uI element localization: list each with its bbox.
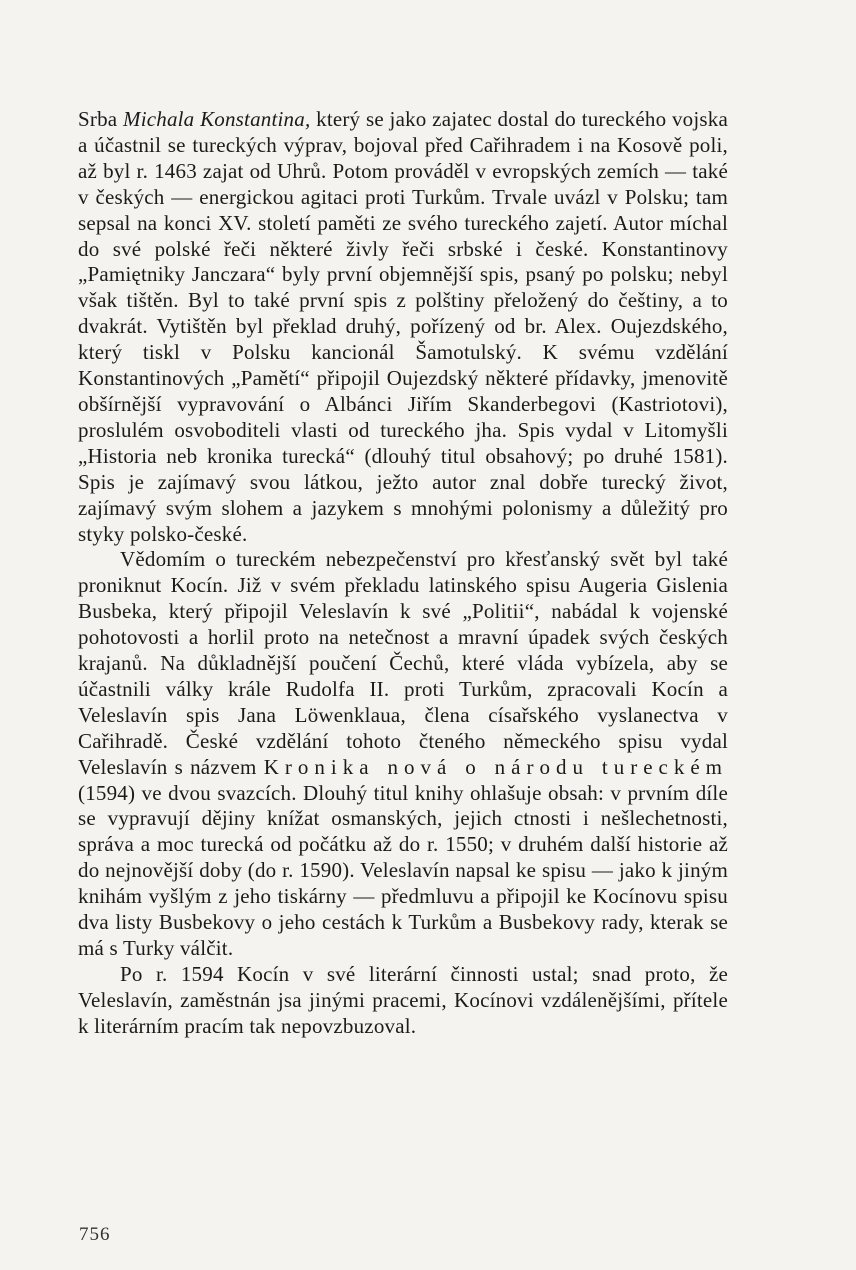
italic-name: Michala Konstantina, (123, 107, 311, 131)
spaced-title: Kronika nová o národu tureckém (263, 754, 728, 779)
paragraph-2-rest: (1594) ve dvou svazcích. Dlouhý titul knihy ohlašuje obsah: v prvním díle se vypravují dějiny knížat osmanských, jejich ctnosti i nešlechetnosti, správa a moc turecká od počátku až do r. 1550; v druhém další historie až do nejnovější doby (do r. 1590). Veleslavín napsal ke spisu — jako k jiným knihám vyšlým z jeho tiskárny — předmluvu a připojil ke Kocínovu spisu dva listy Busbekovy o jeho cestách k Turkům a Busbekovy rady, kterak se má s Turky válčit. (78, 780, 728, 960)
paragraph-3: Po r. 1594 Kocín v své literární činnosti ustal; snad proto, že Veleslavín, zaměstnán jsa jinými pracemi, Kocínovi vzdálenějšími, přítele k literárním pracím tak nepovzbuzoval. (78, 961, 728, 1038)
paragraph-1-rest: který se jako zajatec dostal do tureckého vojska a účastnil se tureckých výprav, bojoval před Cařihradem i na Kosově poli, až byl r. 1463 zajat od Uhrů. Potom prováděl v evropských zemích — také v českých — energickou agitaci proti Turkům. Trvale uvázl v Polsku; tam sepsal na konci XV. století paměti ze svého tureckého zajetí. Autor míchal do své polské řeči některé živly řeči srbské i české. Konstantinovy „Pamiętniky Janczara“ byly první objemnější spis, psaný po polsku; nebyl však tištěn. Byl to také první spis z polštiny přeložený do češtiny, a to dvakrát. Vytištěn byl překlad druhý, pořízený od br. Alex. Oujezdského, který tiskl v Polsku kancionál Šamotulský. K svému vzdělání Konstantinových „Pamětí“ připojil Oujezdský některé přídavky, jmenovitě obšírnější vypravování o Albánci Jiřím Skanderbegovi (Kastriotovi), proslulém osvoboditeli vlasti od tureckého jha. Spis vydal v Litomyšli „Historia neb kronika turecká“ (dlouhý titul obsahový; po druhé 1581). Spis je zajímavý svou látkou, ježto autor znal dobře turecký život, zajímavý svým slohem a jazykem s mnohými polonismy a důležitý pro styky polsko-české. (78, 107, 729, 546)
paragraph-2 (78, 547, 728, 962)
paragraph-1 (78, 107, 728, 547)
body-text (78, 107, 728, 1040)
page-number: 756 (79, 1224, 111, 1245)
paragraph-2-start: Vědomím o tureckém nebezpečenství pro křesťanský svět byl také proniknut Kocín. Již v svém překladu latinského spisu Augeria Gislenia Busbeka, který připojil Veleslavín k své „Politii“, nabádal k vojenské pohotovosti a horlil proto na netečnost a mravní úpadek svých českých krajanů. Na důkladnější poučení Čechů, které vláda vybízela, aby se účastnili války krále Rudolfa II. proti Turkům, zpracovali Kocín a Veleslavín spis Jana Löwenklaua, člena císařského vyslanectva v Cařihradě. České vzdělání tohoto čteného německého spisu vydal Veleslavín s názvem (78, 547, 728, 779)
paragraph-1-start: Srba (78, 107, 123, 131)
